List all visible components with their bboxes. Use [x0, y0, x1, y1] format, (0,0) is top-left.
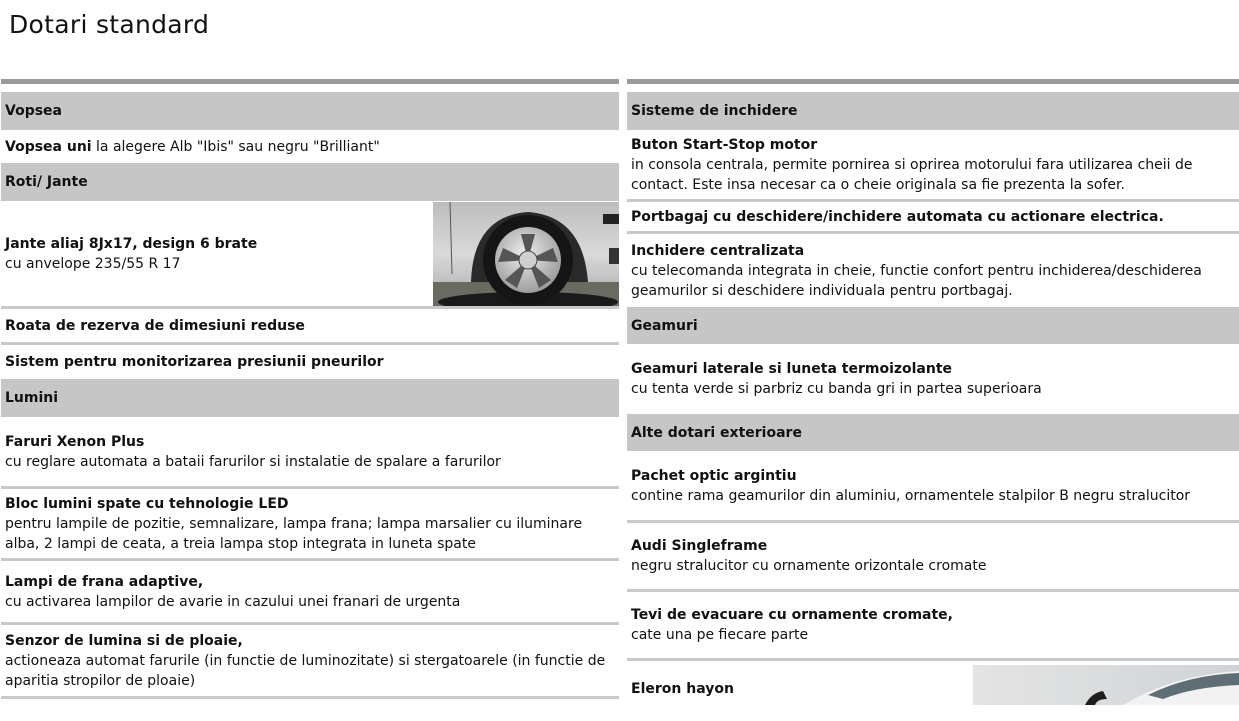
spoiler-car-image	[973, 665, 1239, 705]
item-vopsea-uni	[1, 130, 619, 163]
section-header-geamuri	[627, 307, 1239, 344]
item-desc: pentru lampile de pozitie, semnalizare, lampa frana; lampa marsalier cu iluminare alba, 2 lampi de ceata, a treia lampa stop integrata in luneta spate	[5, 515, 583, 552]
item-desc: cu reglare automata a bataii farurilor si instalatie de spalare a farurilor	[5, 453, 501, 470]
item-faruri-xenon	[1, 417, 619, 489]
section-header-vopsea	[1, 92, 619, 130]
item-title: Buton Start-Stop motor	[631, 136, 818, 153]
item-title: Inchidere centralizata	[631, 242, 805, 259]
item-title: Jante aliaj 8Jx17, design 6 brate	[5, 235, 258, 252]
item-bloc-lumini-led	[1, 489, 619, 561]
item-title: Roata de rezerva de dimesiuni reduse	[5, 317, 305, 334]
item-desc: cu activarea lampilor de avarie in cazului unei franari de urgenta	[5, 593, 461, 610]
section-header-alte-dotari	[627, 414, 1239, 451]
item-title: Lampi de frana adaptive,	[5, 573, 204, 590]
alloy-wheel-image	[433, 202, 619, 306]
section-title: Roti/ Jante	[5, 174, 88, 190]
item-desc: cu telecomanda integrata in cheie, functie confort pentru inchiderea/deschiderea geamurilor si deschidere individuala pentru portbagaj.	[631, 262, 1202, 299]
item-senzor-lumina-ploaie	[1, 625, 619, 699]
item-desc: in consola centrala, permite pornirea si oprirea motorului fara utilizarea cheii de contact. Este insa necesar ca o cheie originala sa fie prezenta la sofer.	[631, 156, 1193, 193]
item-title: Sistem pentru monitorizarea presiunii pneurilor	[5, 354, 384, 370]
wheel-illustration	[433, 202, 619, 306]
left-column	[1, 79, 619, 699]
section-title: Sisteme de inchidere	[631, 103, 798, 119]
section-title: Alte dotari exterioare	[631, 424, 802, 441]
section-title: Geamuri	[631, 317, 698, 334]
item-desc: cate una pe fiecare parte	[631, 627, 809, 643]
item-desc: cu anvelope 235/55 R 17	[5, 255, 181, 272]
top-divider	[627, 79, 1239, 84]
item-eleron-hayon	[627, 661, 1239, 721]
item-pachet-optic	[627, 451, 1239, 523]
item-lampi-frana	[1, 561, 619, 625]
item-inchidere-centralizata	[627, 234, 1239, 307]
item-title: Eleron hayon	[631, 681, 734, 697]
right-column	[627, 79, 1239, 721]
item-desc: actioneaza automat farurile (in functie de luminozitate) si stergatoarele (in functie de aparitia stropilor de ploaie)	[5, 652, 606, 689]
item-geamuri-termoizolante	[627, 344, 1239, 414]
item-buton-start-stop	[627, 130, 1239, 202]
item-title: Bloc lumini spate cu tehnologie LED	[5, 495, 289, 512]
page-title: Dotari standard	[9, 10, 210, 39]
item-desc: cu tenta verde si parbriz cu banda gri in partea superioara	[631, 381, 1042, 397]
item-tevi-evacuare	[627, 592, 1239, 661]
section-header-roti-jante	[1, 163, 619, 201]
item-title: Tevi de evacuare cu ornamente cromate,	[631, 607, 953, 623]
item-portbagaj-electric	[627, 202, 1239, 234]
section-header-lumini	[1, 379, 619, 417]
item-title: Portbagaj cu deschidere/inchidere automata cu actionare electrica.	[631, 208, 1164, 225]
item-title: Faruri Xenon Plus	[5, 433, 145, 450]
item-title: Pachet optic argintiu	[631, 467, 797, 484]
section-header-sisteme-inchidere	[627, 92, 1239, 130]
item-desc: negru stralucitor cu ornamente orizontale cromate	[631, 558, 987, 574]
item-monitorizare-presiune	[1, 345, 619, 379]
section-title: Vopsea	[5, 103, 62, 119]
item-roata-rezerva	[1, 309, 619, 345]
item-title: Audi Singleframe	[631, 538, 768, 554]
item-title: Senzor de lumina si de ploaie,	[5, 632, 243, 649]
item-title: Vopsea uni	[5, 138, 92, 155]
item-desc: la alegere Alb "Ibis" sau negru "Brilliant"	[91, 138, 380, 155]
car-spoiler-illustration	[973, 665, 1239, 705]
item-jante	[1, 201, 619, 309]
top-divider	[1, 79, 619, 84]
item-desc: contine rama geamurilor din aluminiu, ornamentele stalpilor B negru stralucitor	[631, 487, 1191, 504]
item-audi-singleframe	[627, 523, 1239, 592]
section-title: Lumini	[5, 390, 59, 406]
item-title: Geamuri laterale si luneta termoizolante	[631, 361, 953, 377]
